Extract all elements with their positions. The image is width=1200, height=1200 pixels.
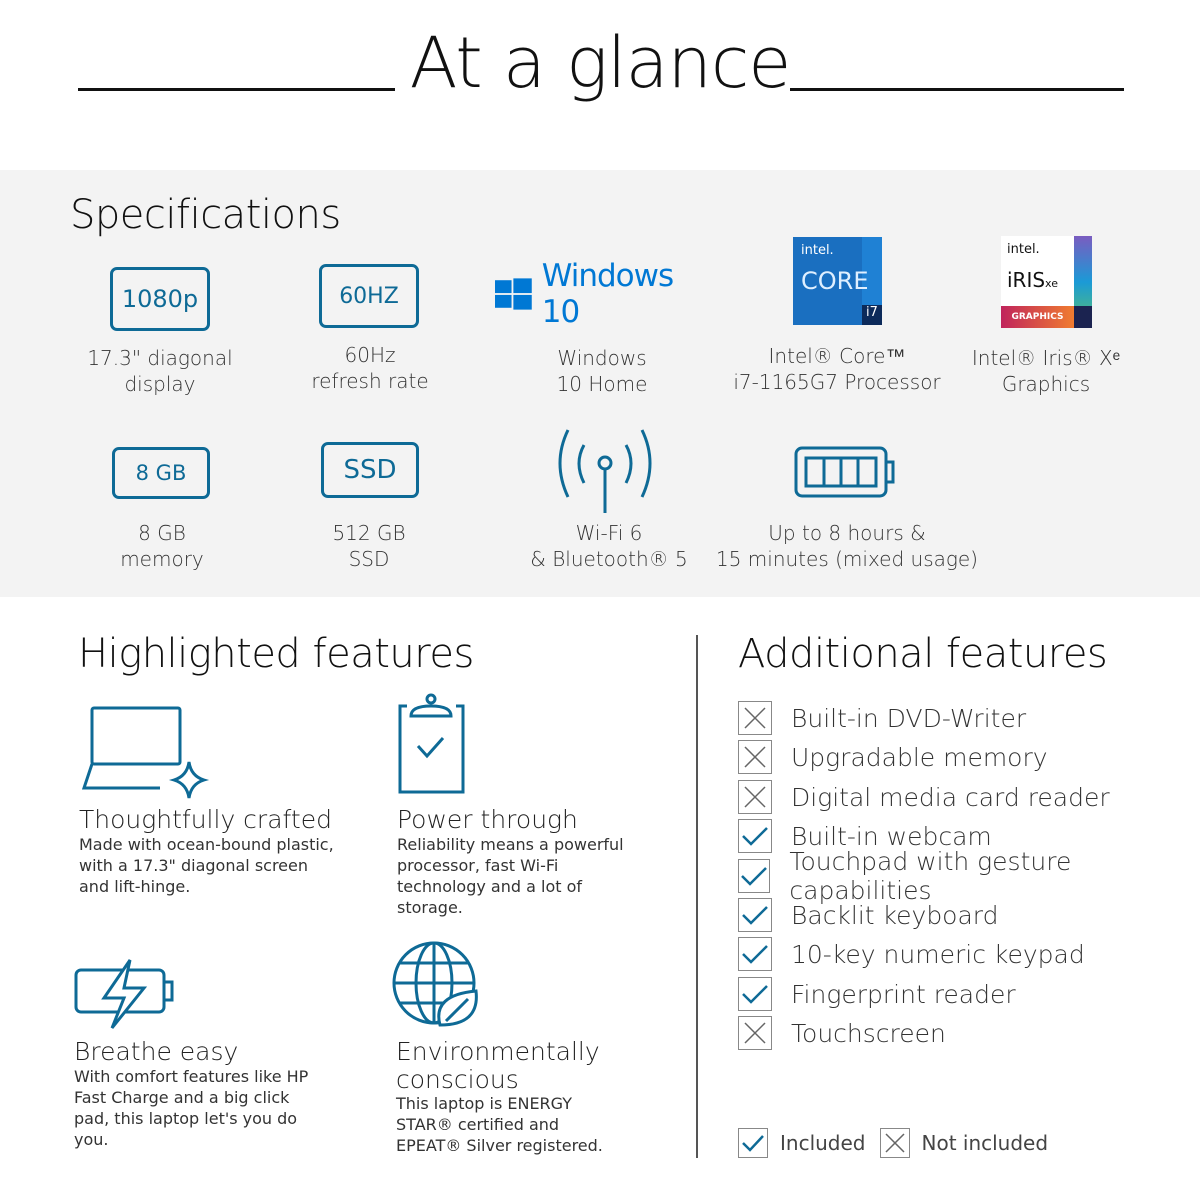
spec-label: i7-1165G7 Processor <box>733 370 941 394</box>
vertical-divider <box>696 635 698 1158</box>
feature-description: With comfort features like HP Fast Charge and a big click pad, this laptop let's you do you. <box>74 1067 309 1149</box>
spec-label: 8 GB <box>138 521 186 545</box>
additional-feature-label: 10-key numeric keypad <box>791 939 1085 969</box>
spec-label: 17.3" diagonal <box>87 346 233 370</box>
additional-feature-item <box>738 897 999 933</box>
x-icon <box>738 740 772 774</box>
intel-core-i7-logo: intel. CORE i7 <box>793 237 882 325</box>
spec-label: Intel® Core™ <box>768 344 906 368</box>
additional-feature-label: Upgradable memory <box>791 742 1048 772</box>
spec-label: 512 GB <box>332 521 406 545</box>
spec-label: Windows <box>557 346 647 370</box>
check-icon <box>738 1128 768 1158</box>
wifi-icon <box>552 425 658 515</box>
additional-feature-item <box>738 779 1110 815</box>
feature-title: Thoughtfully crafted <box>79 805 332 834</box>
feature-description: Reliability means a powerful processor, fast Wi-Fi technology and a lot of storage. <box>397 835 624 917</box>
laptop-sparkle-icon <box>82 706 212 802</box>
windows-logo: Windows 10 <box>495 272 705 316</box>
spec-label: 15 minutes (mixed usage) <box>715 547 978 571</box>
x-icon <box>738 1016 772 1050</box>
spec-label: Graphics <box>1001 372 1091 396</box>
feature-title: Power through <box>397 805 578 834</box>
windows-icon <box>495 275 532 313</box>
legend-included: Included <box>780 1131 866 1155</box>
check-icon <box>738 937 772 971</box>
additional-feature-item <box>738 847 1200 905</box>
x-icon <box>880 1128 910 1158</box>
additional-feature-item <box>738 739 1048 775</box>
clipboard-check-icon <box>397 692 467 796</box>
spec-label: & Bluetooth® 5 <box>530 547 688 571</box>
spec-label: 10 Home <box>556 372 648 396</box>
additional-feature-item <box>738 1015 946 1051</box>
battery-charge-icon <box>74 958 178 1030</box>
page-title: At a glance <box>409 22 791 104</box>
check-icon <box>738 898 772 932</box>
ssd-icon: SSD <box>321 442 419 498</box>
check-icon <box>738 859 770 893</box>
feature-title: Breathe easy <box>74 1037 239 1066</box>
additional-feature-item <box>738 976 1016 1012</box>
additional-feature-label: Built-in webcam <box>791 821 992 851</box>
additional-feature-item <box>738 936 1085 972</box>
legend <box>738 1128 1048 1158</box>
memory-8gb-icon: 8 GB <box>112 447 210 499</box>
spec-label: memory <box>120 547 204 571</box>
additional-feature-label: Fingerprint reader <box>791 979 1016 1009</box>
battery-icon <box>794 446 896 498</box>
additional-feature-label: Touchscreen <box>791 1018 946 1048</box>
specifications-heading: Specifications <box>70 192 341 238</box>
additional-feature-label: Built-in DVD-Writer <box>791 703 1027 733</box>
additional-features-heading: Additional features <box>738 631 1108 677</box>
spec-label: Up to 8 hours & <box>768 521 926 545</box>
intel-iris-xe-logo: intel. iRISxe GRAPHICS <box>1001 236 1092 328</box>
additional-feature-label: Digital media card reader <box>791 782 1110 812</box>
display-1080p-icon: 1080p <box>110 267 210 331</box>
spec-label: display <box>124 372 196 396</box>
divider <box>78 88 395 91</box>
spec-label: SSD <box>348 547 390 571</box>
spec-label: 60Hz <box>344 343 396 367</box>
check-icon <box>738 819 772 853</box>
feature-title: Environmentally conscious <box>396 1037 600 1094</box>
x-icon <box>738 701 772 735</box>
check-icon <box>738 977 772 1011</box>
divider <box>790 88 1124 91</box>
refresh-60hz-icon: 60HZ <box>319 264 419 328</box>
spec-label: refresh rate <box>311 369 429 393</box>
feature-description: Made with ocean-bound plastic, with a 17.3" diagonal screen and lift-hinge. <box>79 835 334 896</box>
additional-feature-item <box>738 700 1026 736</box>
spec-label: Wi-Fi 6 <box>575 521 643 545</box>
legend-not-included: Not included <box>921 1131 1049 1155</box>
spec-label: Intel® Iris® Xᵉ <box>971 346 1121 370</box>
highlighted-features-heading: Highlighted features <box>78 631 474 677</box>
additional-feature-label: Touchpad with gesture capabilities <box>789 847 1072 905</box>
feature-description: This laptop is ENERGY STAR® certified and EPEAT® Silver registered. <box>396 1094 603 1155</box>
globe-leaf-icon <box>392 941 480 1029</box>
additional-feature-label: Backlit keyboard <box>791 900 999 930</box>
x-icon <box>738 780 772 814</box>
